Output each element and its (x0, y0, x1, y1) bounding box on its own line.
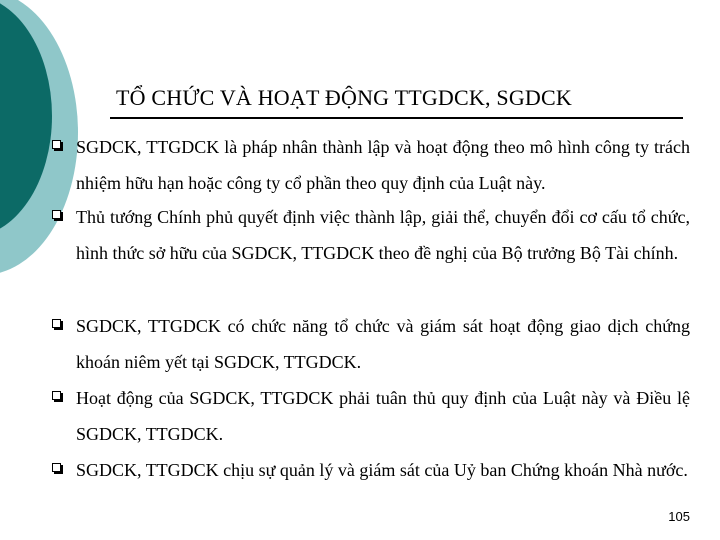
square-bullet-icon (52, 319, 61, 328)
slide-title: TỔ CHỨC VÀ HOẠT ĐỘNG TTGDCK, SGDCK (116, 85, 572, 110)
bullet-text: SGDCK, TTGDCK chịu sự quản lý và giám sát của Uỷ ban Chứng khoán Nhà nước. (76, 460, 688, 480)
square-bullet-icon (52, 463, 61, 472)
square-bullet-icon (52, 391, 61, 400)
page-number: 105 (668, 509, 690, 524)
bullet-text: SGDCK, TTGDCK là pháp nhân thành lập và hoạt động theo mô hình công ty trách nhiệm hữu hạn hoặc công ty cổ phần theo quy định của Luật này. (76, 137, 690, 193)
square-bullet-icon (52, 140, 61, 149)
bullet-text: Thủ tướng Chính phủ quyết định việc thành lập, giải thể, chuyển đổi cơ cấu tổ chức, hình thức sở hữu của SGDCK, TTGDCK theo đề nghị của Bộ trưởng Bộ Tài chính. (76, 207, 690, 263)
bullet-text: Hoạt động của SGDCK, TTGDCK phải tuân thủ quy định của Luật này và Điều lệ SGDCK, TTGDCK. (76, 388, 690, 444)
square-bullet-icon (52, 210, 61, 219)
bullet-text: SGDCK, TTGDCK có chức năng tổ chức và giám sát hoạt động giao dịch chứng khoán niêm yết tại SGDCK, TTGDCK. (76, 316, 690, 372)
